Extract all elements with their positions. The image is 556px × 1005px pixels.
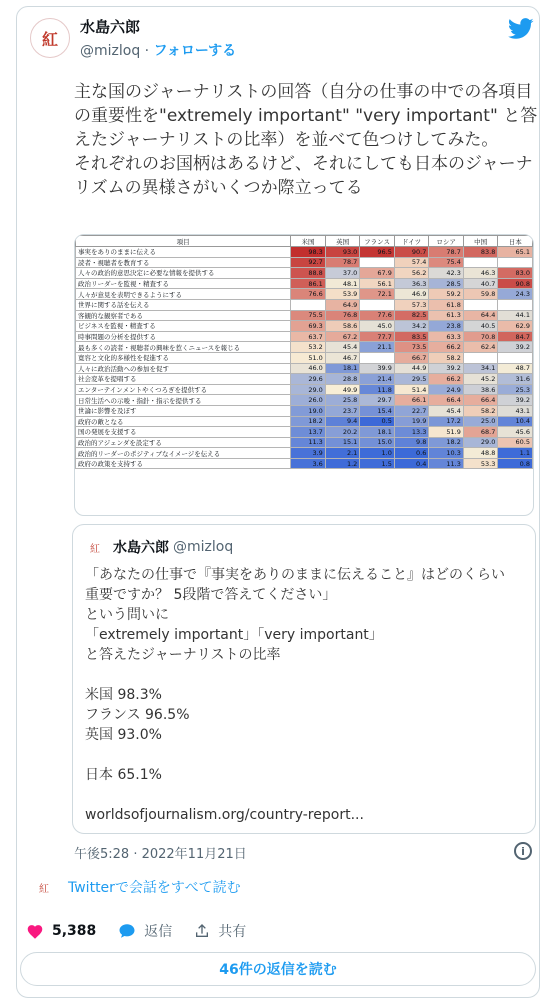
value-cell: 58.2 — [429, 352, 464, 363]
value-cell: 9.4 — [325, 416, 360, 427]
reply-label: 返信 — [144, 924, 173, 940]
row-label: 日常生活への示唆・指針・指示を提供する — [76, 395, 291, 406]
value-cell: 77.6 — [360, 310, 395, 321]
table-row — [76, 342, 533, 353]
value-cell: 24.9 — [429, 384, 464, 395]
value-cell: 34.2 — [394, 321, 429, 332]
value-cell: 82.5 — [394, 310, 429, 321]
value-cell: 56.1 — [360, 278, 395, 289]
value-cell: 46.0 — [291, 363, 326, 374]
value-cell: 11.3 — [429, 458, 464, 469]
value-cell: 25.8 — [325, 395, 360, 406]
survey-table-image[interactable] — [74, 234, 534, 516]
table-row — [76, 416, 533, 427]
table-row — [76, 384, 533, 395]
value-cell: 29.7 — [360, 395, 395, 406]
value-cell: 73.5 — [394, 342, 429, 353]
header-country: 日本 — [498, 236, 533, 247]
value-cell — [360, 299, 395, 310]
value-cell: 3.9 — [291, 448, 326, 459]
author-handle[interactable]: @mizloq — [80, 43, 141, 59]
value-cell: 34.1 — [463, 363, 498, 374]
value-cell — [498, 257, 533, 268]
value-cell: 21.1 — [360, 342, 395, 353]
value-cell: 44.1 — [498, 310, 533, 321]
value-cell: 98.3 — [291, 247, 326, 258]
info-icon[interactable]: i — [514, 842, 532, 860]
value-cell: 51.0 — [291, 352, 326, 363]
value-cell: 88.8 — [291, 268, 326, 279]
value-cell: 45.6 — [498, 427, 533, 438]
share-label: 共有 — [218, 924, 247, 940]
table-header-row — [76, 236, 533, 247]
value-cell: 39.2 — [429, 363, 464, 374]
value-cell: 53.9 — [325, 289, 360, 300]
table-row — [76, 268, 533, 279]
value-cell: 28.8 — [325, 374, 360, 385]
value-cell: 76.6 — [291, 289, 326, 300]
value-cell: 78.7 — [325, 257, 360, 268]
value-cell: 17.2 — [429, 416, 464, 427]
quote-avatar: 紅 — [90, 543, 100, 555]
value-cell: 96.5 — [360, 247, 395, 258]
read-conversation-link[interactable] — [34, 877, 241, 897]
value-cell: 63.3 — [429, 331, 464, 342]
value-cell: 45.4 — [325, 342, 360, 353]
table-row — [76, 352, 533, 363]
table-row — [76, 289, 533, 300]
value-cell: 11.3 — [291, 437, 326, 448]
value-cell: 43.1 — [498, 405, 533, 416]
value-cell: 13.3 — [394, 427, 429, 438]
value-cell: 90.8 — [498, 278, 533, 289]
value-cell: 1.1 — [498, 448, 533, 459]
value-cell: 68.7 — [463, 427, 498, 438]
value-cell: 29.5 — [394, 374, 429, 385]
author-block — [80, 16, 236, 60]
table-row — [76, 448, 533, 459]
value-cell: 61.8 — [429, 299, 464, 310]
value-cell: 65.1 — [498, 247, 533, 258]
value-cell: 1.5 — [360, 458, 395, 469]
value-cell: 1.2 — [325, 458, 360, 469]
value-cell: 61.3 — [429, 310, 464, 321]
header-country: 英国 — [325, 236, 360, 247]
value-cell: 66.4 — [463, 395, 498, 406]
row-label: エンターテインメントやくつろぎを提供する — [76, 384, 291, 395]
row-label: 最も多くの読者・視聴者の興味を惹くニュースを報じる — [76, 342, 291, 353]
table-row — [76, 374, 533, 385]
value-cell: 62.4 — [463, 342, 498, 353]
value-cell: 83.5 — [394, 331, 429, 342]
value-cell: 40.7 — [463, 278, 498, 289]
value-cell: 66.1 — [394, 395, 429, 406]
author-name[interactable]: 水島六郎 — [80, 18, 141, 36]
value-cell: 66.2 — [429, 342, 464, 353]
row-label: ビジネスを監視・精査する — [76, 321, 291, 332]
table-row — [76, 458, 533, 469]
value-cell — [498, 352, 533, 363]
value-cell: 15.1 — [325, 437, 360, 448]
table-row — [76, 437, 533, 448]
value-cell: 45.0 — [360, 321, 395, 332]
row-label: 政治的リーダーのポジティブなイメージを伝える — [76, 448, 291, 459]
value-cell: 37.0 — [325, 268, 360, 279]
twitter-bird-icon[interactable] — [508, 18, 534, 40]
value-cell — [360, 257, 395, 268]
value-cell: 20.2 — [325, 427, 360, 438]
value-cell: 18.2 — [291, 416, 326, 427]
value-cell: 53.3 — [463, 458, 498, 469]
value-cell: 36.3 — [394, 278, 429, 289]
value-cell: 57.4 — [394, 257, 429, 268]
quote-author-handle: @mizloq — [173, 539, 234, 555]
value-cell: 39.2 — [498, 342, 533, 353]
value-cell: 66.7 — [394, 352, 429, 363]
table-row — [76, 247, 533, 258]
header-country: フランス — [360, 236, 395, 247]
value-cell: 44.9 — [394, 363, 429, 374]
value-cell: 67.2 — [325, 331, 360, 342]
value-cell: 90.7 — [394, 247, 429, 258]
value-cell: 48.7 — [498, 363, 533, 374]
value-cell: 0.5 — [360, 416, 395, 427]
value-cell: 66.4 — [429, 395, 464, 406]
row-label: 人々の政治的意思決定に必要な情報を提供する — [76, 268, 291, 279]
table-row — [76, 321, 533, 332]
value-cell: 22.7 — [394, 405, 429, 416]
read-replies-button[interactable]: 46件の返信を読む — [20, 952, 536, 986]
value-cell: 18.2 — [429, 437, 464, 448]
like-button[interactable] — [26, 923, 96, 939]
value-cell: 77.7 — [360, 331, 395, 342]
value-cell: 1.0 — [360, 448, 395, 459]
author-avatar[interactable]: 紅 — [30, 18, 70, 58]
value-cell: 10.4 — [498, 416, 533, 427]
value-cell: 72.1 — [360, 289, 395, 300]
value-cell — [360, 352, 395, 363]
header-country: ロシア — [429, 236, 464, 247]
row-label: 人々に政治活動への参加を促す — [76, 363, 291, 374]
row-label: 社会変革を提唱する — [76, 374, 291, 385]
value-cell: 59.8 — [463, 289, 498, 300]
like-count: 5,388 — [52, 923, 97, 939]
value-cell: 64.4 — [463, 310, 498, 321]
value-cell: 15.4 — [360, 405, 395, 416]
value-cell: 49.9 — [325, 384, 360, 395]
action-bar — [26, 921, 268, 941]
row-label: 政府の政策を支持する — [76, 458, 291, 469]
value-cell: 46.3 — [463, 268, 498, 279]
value-cell: 84.7 — [498, 331, 533, 342]
value-cell: 25.3 — [498, 384, 533, 395]
value-cell: 28.5 — [429, 278, 464, 289]
table-body — [76, 247, 533, 469]
value-cell: 10.3 — [429, 448, 464, 459]
value-cell: 29.0 — [291, 384, 326, 395]
tweet-text: 主な国のジャーナリストの回答（自分の仕事の中での各項目の重要性を"extremely important" "very important" と答えたジャーナリストの比率）を並べて色つけしてみた。 それぞれのお国柄はあるけど、それにしても日本のジャーナリズムの異様さがいくつか際立ってる — [74, 82, 538, 198]
row-label: 人々が意見を表明できるようにする — [76, 289, 291, 300]
row-label: 客観的な観察者である — [76, 310, 291, 321]
reply-bubble-icon — [118, 922, 136, 940]
value-cell: 0.8 — [498, 458, 533, 469]
value-cell: 40.5 — [463, 321, 498, 332]
value-cell: 75.4 — [429, 257, 464, 268]
value-cell: 42.3 — [429, 268, 464, 279]
value-cell: 70.8 — [463, 331, 498, 342]
value-cell — [498, 299, 533, 310]
table-row — [76, 363, 533, 374]
value-cell: 2.1 — [325, 448, 360, 459]
row-label: 政府の敵となる — [76, 416, 291, 427]
value-cell: 38.6 — [463, 384, 498, 395]
value-cell: 29.6 — [291, 374, 326, 385]
header-item: 項目 — [76, 236, 291, 247]
share-button[interactable] — [194, 921, 246, 941]
value-cell — [463, 257, 498, 268]
value-cell: 69.3 — [291, 321, 326, 332]
quote-author-name: 水島六郎 — [113, 540, 169, 556]
value-cell: 39.9 — [360, 363, 395, 374]
value-cell: 83.0 — [498, 268, 533, 279]
read-all-label: Twitterで会話をすべて読む — [68, 880, 241, 896]
row-label: 政治的アジェンダを設定する — [76, 437, 291, 448]
survey-table — [75, 235, 533, 469]
value-cell: 13.7 — [291, 427, 326, 438]
value-cell: 0.4 — [394, 458, 429, 469]
value-cell: 48.1 — [325, 278, 360, 289]
value-cell: 26.0 — [291, 395, 326, 406]
table-row — [76, 405, 533, 416]
table-row — [76, 257, 533, 268]
value-cell — [291, 299, 326, 310]
row-label: 世論に影響を及ぼす — [76, 405, 291, 416]
value-cell: 56.2 — [394, 268, 429, 279]
timestamp[interactable]: 午後5:28 · 2022年11月21日 — [74, 847, 247, 862]
author-handle-row: @mizloq · フォローする — [80, 43, 237, 59]
value-cell: 53.2 — [291, 342, 326, 353]
row-label: 世界に関する話を伝える — [76, 299, 291, 310]
value-cell: 57.3 — [394, 299, 429, 310]
value-cell: 45.4 — [429, 405, 464, 416]
quote-header — [85, 537, 233, 557]
value-cell: 3.6 — [291, 458, 326, 469]
value-cell: 29.0 — [463, 437, 498, 448]
mini-avatar: 紅 — [39, 883, 49, 895]
value-cell: 19.0 — [291, 405, 326, 416]
value-cell: 0.6 — [394, 448, 429, 459]
value-cell — [463, 352, 498, 363]
row-label: 事実をありのままに伝える — [76, 247, 291, 258]
header-country: 中国 — [463, 236, 498, 247]
row-label: 寛容と文化的多様性を促進する — [76, 352, 291, 363]
table-row — [76, 310, 533, 321]
value-cell: 51.4 — [394, 384, 429, 395]
value-cell: 64.9 — [325, 299, 360, 310]
value-cell: 67.9 — [360, 268, 395, 279]
value-cell: 19.9 — [394, 416, 429, 427]
row-label: 時事問題の分析を提供する — [76, 331, 291, 342]
value-cell: 11.8 — [360, 384, 395, 395]
value-cell: 51.9 — [429, 427, 464, 438]
value-cell: 92.7 — [291, 257, 326, 268]
row-label: 国の発展を支援する — [76, 427, 291, 438]
value-cell: 23.8 — [429, 321, 464, 332]
value-cell: 21.4 — [360, 374, 395, 385]
value-cell: 18.1 — [360, 427, 395, 438]
value-cell: 58.2 — [463, 405, 498, 416]
value-cell: 60.5 — [498, 437, 533, 448]
table-row — [76, 427, 533, 438]
table-row — [76, 299, 533, 310]
value-cell: 58.6 — [325, 321, 360, 332]
value-cell — [463, 299, 498, 310]
heart-icon — [26, 923, 44, 939]
value-cell: 75.5 — [291, 310, 326, 321]
value-cell: 9.8 — [394, 437, 429, 448]
value-cell: 25.0 — [463, 416, 498, 427]
row-label: 読者・視聴者を教育する — [76, 257, 291, 268]
value-cell: 76.8 — [325, 310, 360, 321]
value-cell: 31.6 — [498, 374, 533, 385]
value-cell: 24.3 — [498, 289, 533, 300]
value-cell: 59.2 — [429, 289, 464, 300]
table-row — [76, 331, 533, 342]
value-cell: 46.7 — [325, 352, 360, 363]
value-cell: 62.9 — [498, 321, 533, 332]
value-cell: 66.2 — [429, 374, 464, 385]
value-cell: 46.9 — [394, 289, 429, 300]
header-country: 米国 — [291, 236, 326, 247]
value-cell: 86.1 — [291, 278, 326, 289]
quote-text: 「あなたの仕事で『事実をありのままに伝えること』はどのくらい重要ですか？ 5段階で答えてください」 という問いに 「extremely important」「very important」 と答えたジャーナリストの比率 米国 98.3% フランス 96.5% 英国 93.0% 日本 65.1% worldsofjournalism.org/country-report... — [85, 567, 505, 823]
value-cell: 45.2 — [463, 374, 498, 385]
reply-button[interactable] — [118, 921, 172, 941]
value-cell: 93.0 — [325, 247, 360, 258]
table-row — [76, 395, 533, 406]
share-icon — [194, 922, 210, 940]
row-label: 政治リーダーを監視・精査する — [76, 278, 291, 289]
value-cell: 78.7 — [429, 247, 464, 258]
follow-button[interactable]: フォローする — [153, 43, 237, 59]
quoted-tweet[interactable] — [72, 524, 536, 834]
value-cell: 18.1 — [325, 363, 360, 374]
value-cell: 15.0 — [360, 437, 395, 448]
value-cell: 23.7 — [325, 405, 360, 416]
value-cell: 39.2 — [498, 395, 533, 406]
header-country: ドイツ — [394, 236, 429, 247]
value-cell: 83.8 — [463, 247, 498, 258]
value-cell: 48.8 — [463, 448, 498, 459]
value-cell: 63.7 — [291, 331, 326, 342]
table-row — [76, 278, 533, 289]
